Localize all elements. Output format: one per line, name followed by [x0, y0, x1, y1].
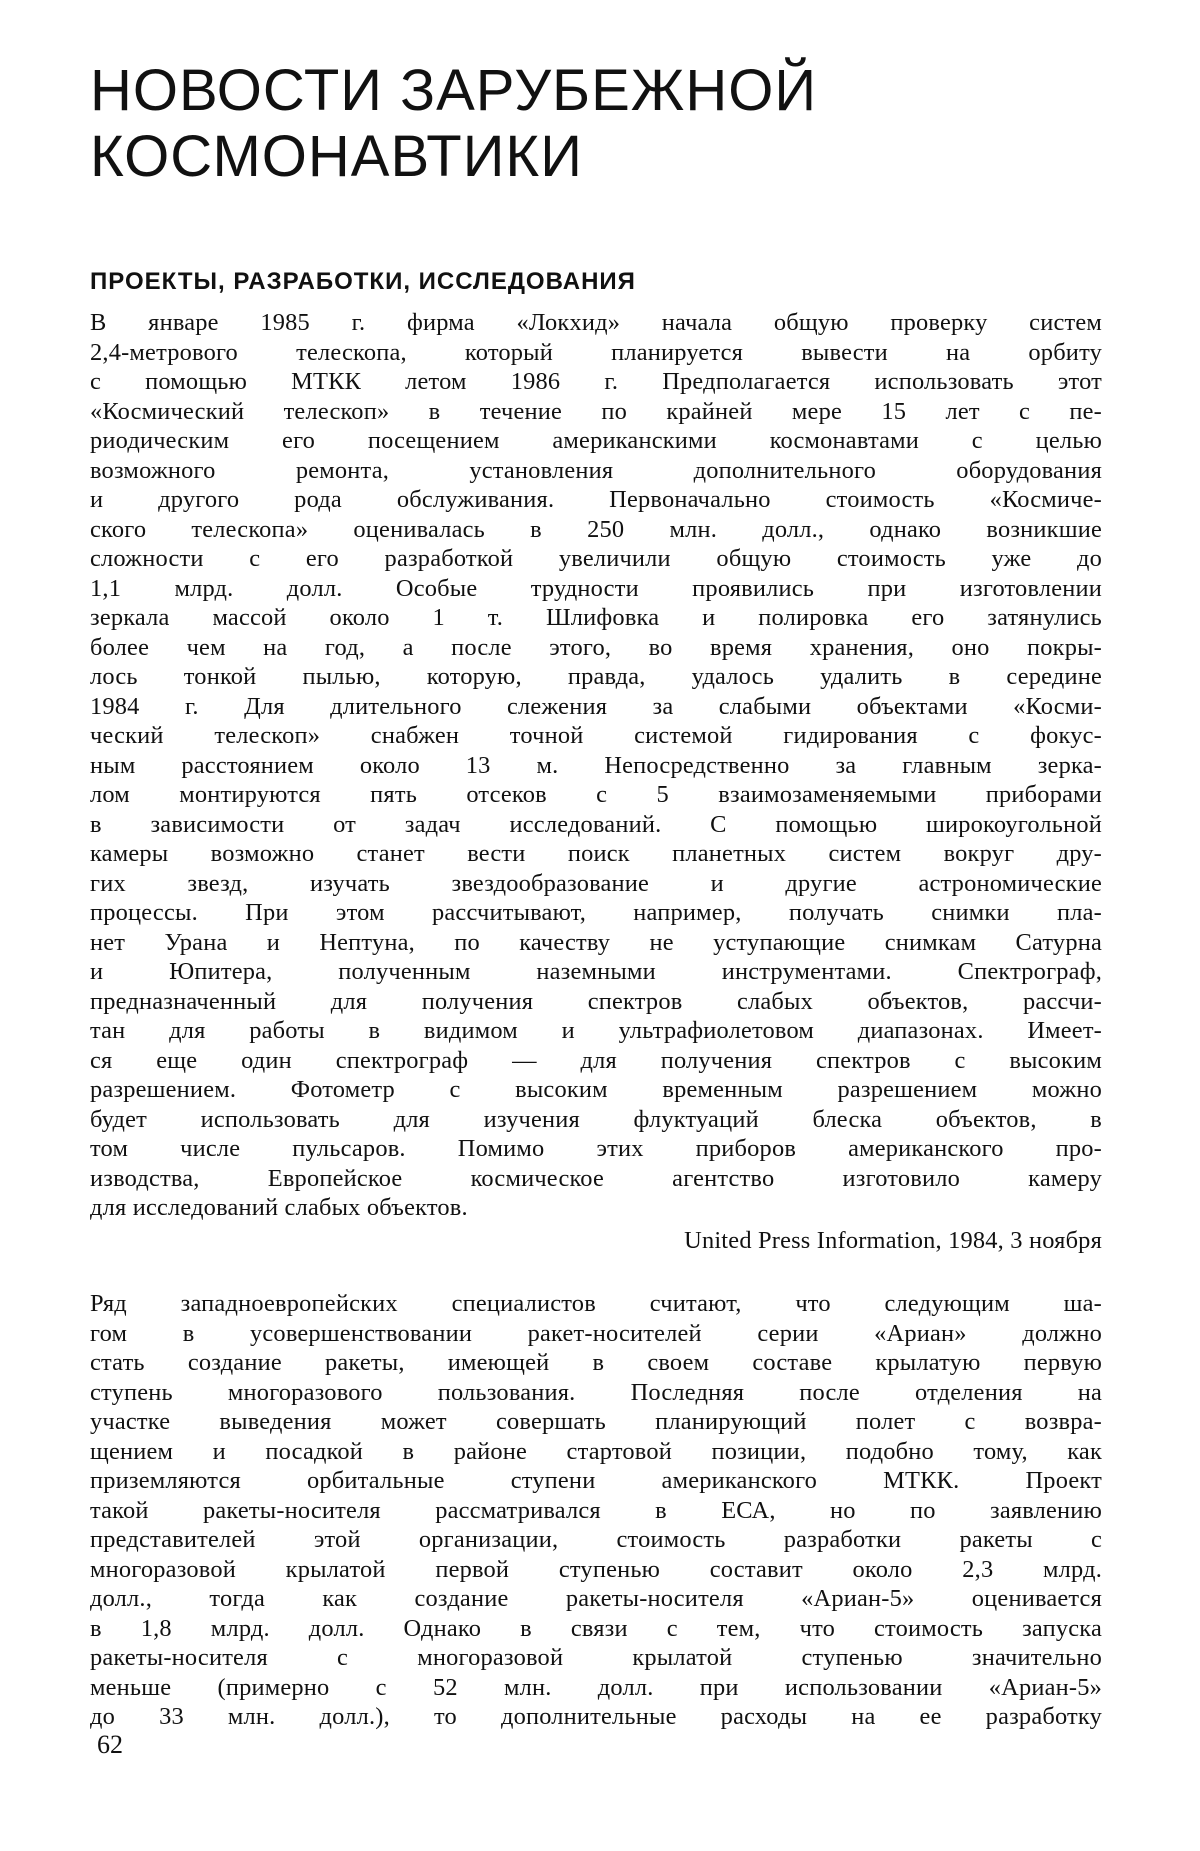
text-line: нет Урана и Нептуна, по качеству не уступающие снимкам Сатурна: [90, 928, 1102, 956]
article-ariane: [90, 1289, 1102, 1732]
text-line: возможного ремонта, установления дополнительного оборудования: [90, 456, 1102, 484]
text-line: щением и посадкой в районе стартовой позиции, подобно тому, как: [90, 1437, 1102, 1465]
text-line: изводства, Европейское космическое агентство изготовило камеру: [90, 1164, 1102, 1192]
text-line: такой ракеты-носителя рассматривался в ЕСА, но по заявлению: [90, 1496, 1102, 1524]
article-telescope: [90, 308, 1102, 1223]
text-line: 2,4-метрового телескопа, который планируется вывести на орбиту: [90, 338, 1102, 366]
text-line: лось тонкой пылью, которую, правда, удалось удалить в середине: [90, 663, 1102, 690]
text-line: участке выведения может совершать планирующий полет с возвра-: [90, 1408, 1102, 1435]
text-line: до 33 млн. долл.), то дополнительные расходы на ее разработку: [90, 1703, 1102, 1730]
text-line: камеры возможно станет вести поиск планетных систем вокруг дру-: [90, 840, 1102, 867]
page-number: 62: [97, 1730, 123, 1759]
text-line: 1,1 млрд. долл. Особые трудности проявились при изготовлении: [90, 574, 1102, 602]
text-line: сложности с его разработкой увеличили общую стоимость уже до: [90, 545, 1102, 572]
article-source: United Press Information, 1984, 3 ноября: [684, 1226, 1102, 1254]
text-line: меньше (примерно с 52 млн. долл. при использовании «Ариан-5»: [90, 1673, 1102, 1701]
text-line: ского телескопа» оценивалась в 250 млн. долл., однако возникшие: [90, 515, 1102, 543]
text-line: и другого рода обслуживания. Первоначально стоимость «Космиче-: [90, 486, 1102, 513]
text-line: зеркала массой около 1 т. Шлифовка и полировка его затянулись: [90, 604, 1102, 631]
text-line: ракеты-носителя с многоразовой крылатой ступенью значительно: [90, 1644, 1102, 1671]
text-line: долл., тогда как создание ракеты-носителя «Ариан-5» оценивается: [90, 1585, 1102, 1612]
title-line-2: КОСМОНАВТИКИ: [90, 124, 583, 189]
text-line: том числе пульсаров. Помимо этих приборов американского про-: [90, 1135, 1102, 1162]
text-line: ступень многоразового пользования. Последняя после отделения на: [90, 1378, 1102, 1406]
title-line-1: НОВОСТИ ЗАРУБЕЖНОЙ: [90, 58, 818, 123]
text-line: тан для работы в видимом и ультрафиолетовом диапазонах. Имеет-: [90, 1017, 1102, 1044]
text-line: лом монтируются пять отсеков с 5 взаимозаменяемыми приборами: [90, 781, 1102, 808]
text-line: с помощью МТКК летом 1986 г. Предполагается использовать этот: [90, 368, 1102, 395]
text-line: предназначенный для получения спектров слабых объектов, рассчи-: [90, 987, 1102, 1015]
text-line: ческий телескоп» снабжен точной системой гидирования с фокус-: [90, 722, 1102, 749]
text-line: приземляются орбитальные ступени американского МТКК. Проект: [90, 1467, 1102, 1494]
text-line: ным расстоянием около 13 м. Непосредственно за главным зерка-: [90, 751, 1102, 779]
text-line: 1984 г. Для длительного слежения за слабыми объектами «Косми-: [90, 692, 1102, 720]
text-line: стать создание ракеты, имеющей в своем составе крылатую первую: [90, 1349, 1102, 1376]
text-line: ся еще один спектрограф — для получения спектров с высоким: [90, 1046, 1102, 1074]
text-line: гих звезд, изучать звездообразование и другие астрономические: [90, 869, 1102, 897]
text-line: в зависимости от задач исследований. С помощью широкоугольной: [90, 810, 1102, 838]
text-line: будет использовать для изучения флуктуаций блеска объектов, в: [90, 1105, 1102, 1133]
text-line: Ряд западноевропейских специалистов считают, что следующим ша-: [90, 1290, 1102, 1317]
text-line: В январе 1985 г. фирма «Локхид» начала общую проверку систем: [90, 309, 1102, 336]
page-content: [90, 58, 1102, 1732]
text-line: гом в усовершенствовании ракет-носителей серии «Ариан» должно: [90, 1319, 1102, 1347]
section-heading: ПРОЕКТЫ, РАЗРАБОТКИ, ИССЛЕДОВАНИЯ: [90, 268, 636, 295]
text-line: разрешением. Фотометр с высоким временным разрешением можно: [90, 1076, 1102, 1103]
page-title: [90, 58, 1102, 190]
text-line: процессы. При этом рассчитывают, например, получать снимки пла-: [90, 899, 1102, 926]
text-line: в 1,8 млрд. долл. Однако в связи с тем, что стоимость запуска: [90, 1614, 1102, 1642]
text-line: более чем на год, а после этого, во время хранения, оно покры-: [90, 633, 1102, 661]
text-line: многоразовой крылатой первой ступенью составит около 2,3 млрд.: [90, 1555, 1102, 1583]
text-line: и Юпитера, полученным наземными инструментами. Спектрограф,: [90, 958, 1102, 985]
text-line: риодическим его посещением американскими космонавтами с целью: [90, 427, 1102, 454]
text-line: для исследований слабых объектов.: [90, 1194, 468, 1221]
text-line: представителей этой организации, стоимость разработки ракеты с: [90, 1526, 1102, 1553]
text-line: «Космический телескоп» в течение по крайней мере 15 лет с пе-: [90, 397, 1102, 425]
